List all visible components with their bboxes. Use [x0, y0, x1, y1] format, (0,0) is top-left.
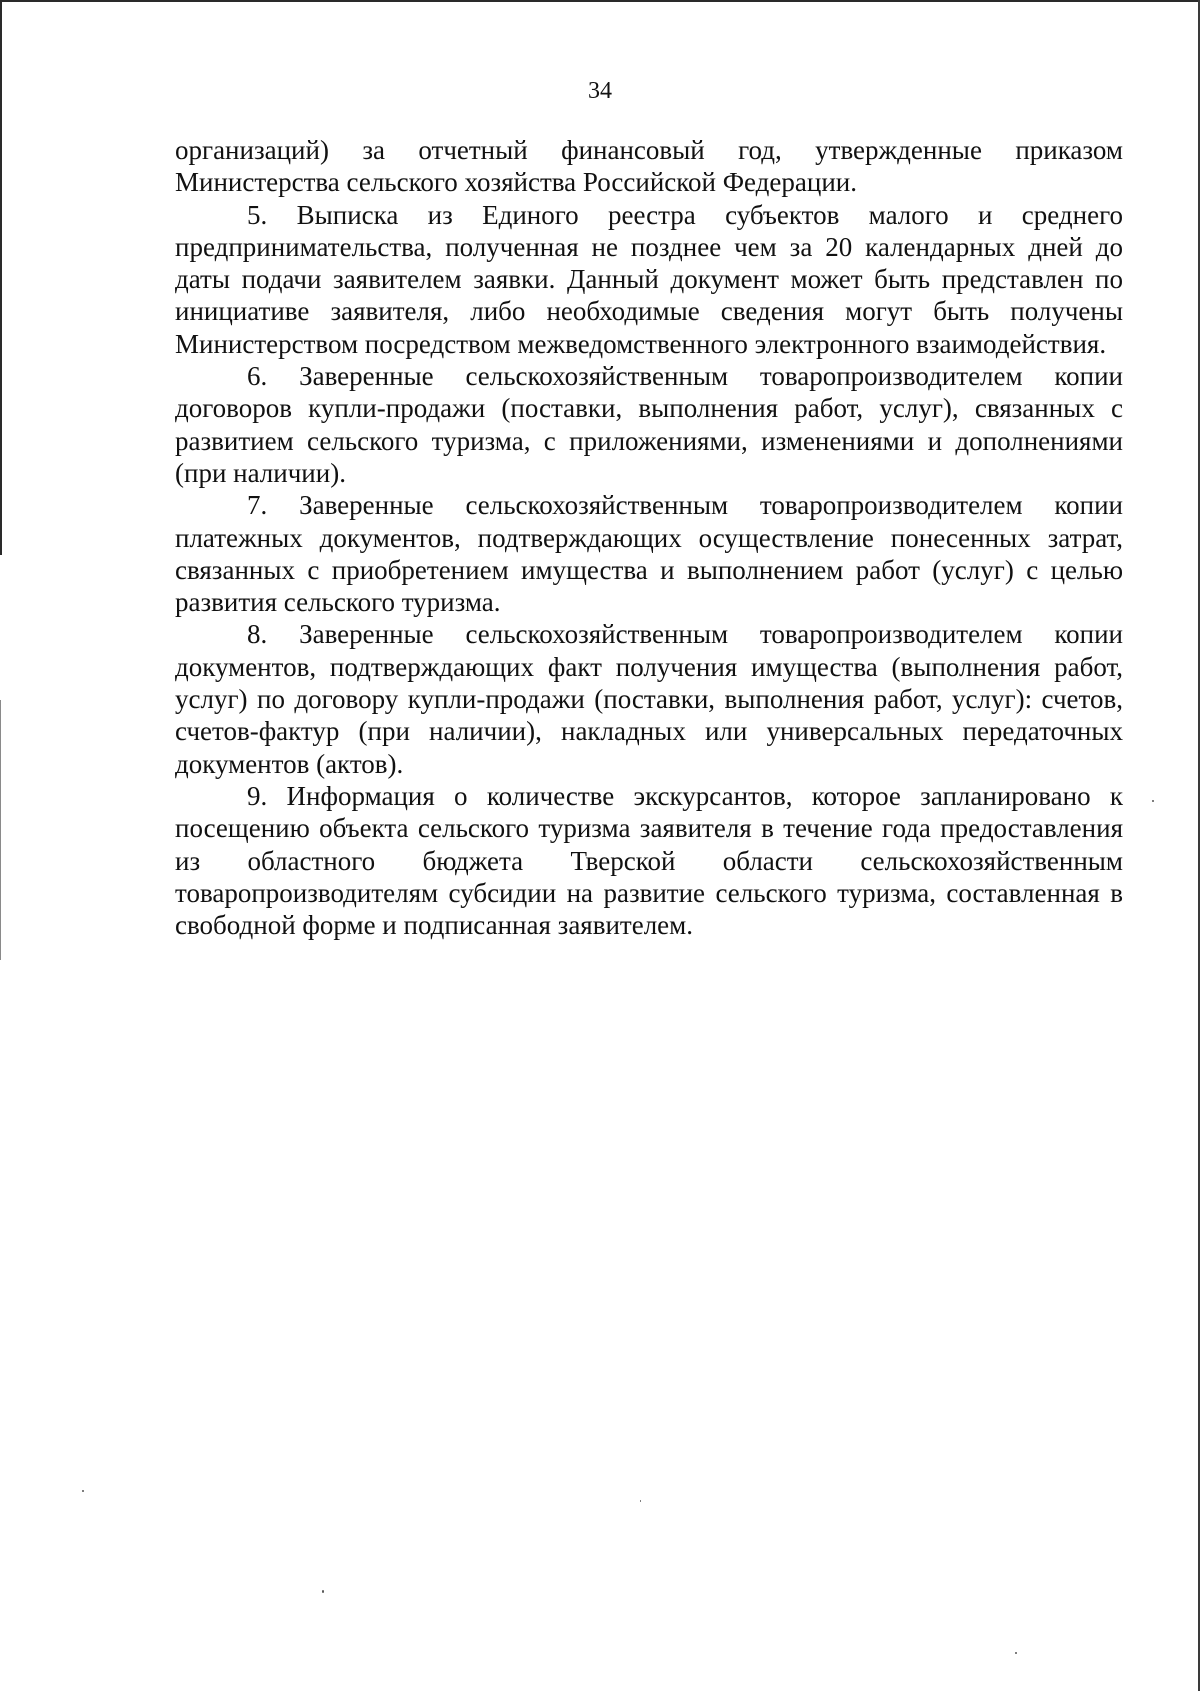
page-number: 34 [588, 78, 612, 104]
scan-speck [1152, 800, 1154, 802]
paragraph-item-9: 9. Информация о количестве экскурсантов, которое запланировано к посещению объекта сельского туризма заявителя в течение года предоставления из областного бюджета Тверской области сельскохозяйственным товаропроизводителям субсидии на развитие сельского туризма, составленная в свободной форме и подписанная заявителем. [175, 780, 1123, 941]
document-body [175, 134, 1123, 941]
paragraph-item-8: 8. Заверенные сельскохозяйственным товаропроизводителем копии документов, подтверждающих факт получения имущества (выполнения работ, услуг) по договору купли-продажи (поставки, выполнения работ, услуг): счетов, счетов-фактур (при наличии), накладных или универсальных передаточных документов (актов). [175, 619, 1123, 779]
scan-speck [1015, 1652, 1017, 1654]
paragraph-continuation: организаций) за отчетный финансовый год, утвержденные приказом Министерства сельского хозяйства Российской Федерации. [175, 135, 1123, 198]
scan-speck [322, 1590, 324, 1593]
scan-edge-top [0, 0, 1200, 2]
paragraph-item-5: 5. Выписка из Единого реестра субъектов малого и среднего предпринимательства, полученная не позднее чем за 20 календарных дней до даты подачи заявителем заявки. Данный документ может быть представлен по инициативе заявителя, либо необходимые сведения могут быть получены Министерством посредством межведомственного электронного взаимодействия. [175, 199, 1123, 359]
scan-speck [640, 1500, 641, 1502]
page-number-container [0, 78, 1200, 105]
scan-speck [82, 1490, 84, 1492]
paragraph-item-7: 7. Заверенные сельскохозяйственным товаропроизводителем копии платежных документов, подтверждающих осуществление понесенных затрат, связанных с приобретением имущества и выполнением работ (услуг) с целью развития сельского туризма. [175, 490, 1123, 618]
paragraph-item-6: 6. Заверенные сельскохозяйственным товаропроизводителем копии договоров купли-продажи (поставки, выполнения работ, услуг), связанных с развитием сельского туризма, с приложениями, изменениями и дополнениями (при наличии). [175, 361, 1123, 488]
scan-edge-left-lower [0, 700, 1, 960]
